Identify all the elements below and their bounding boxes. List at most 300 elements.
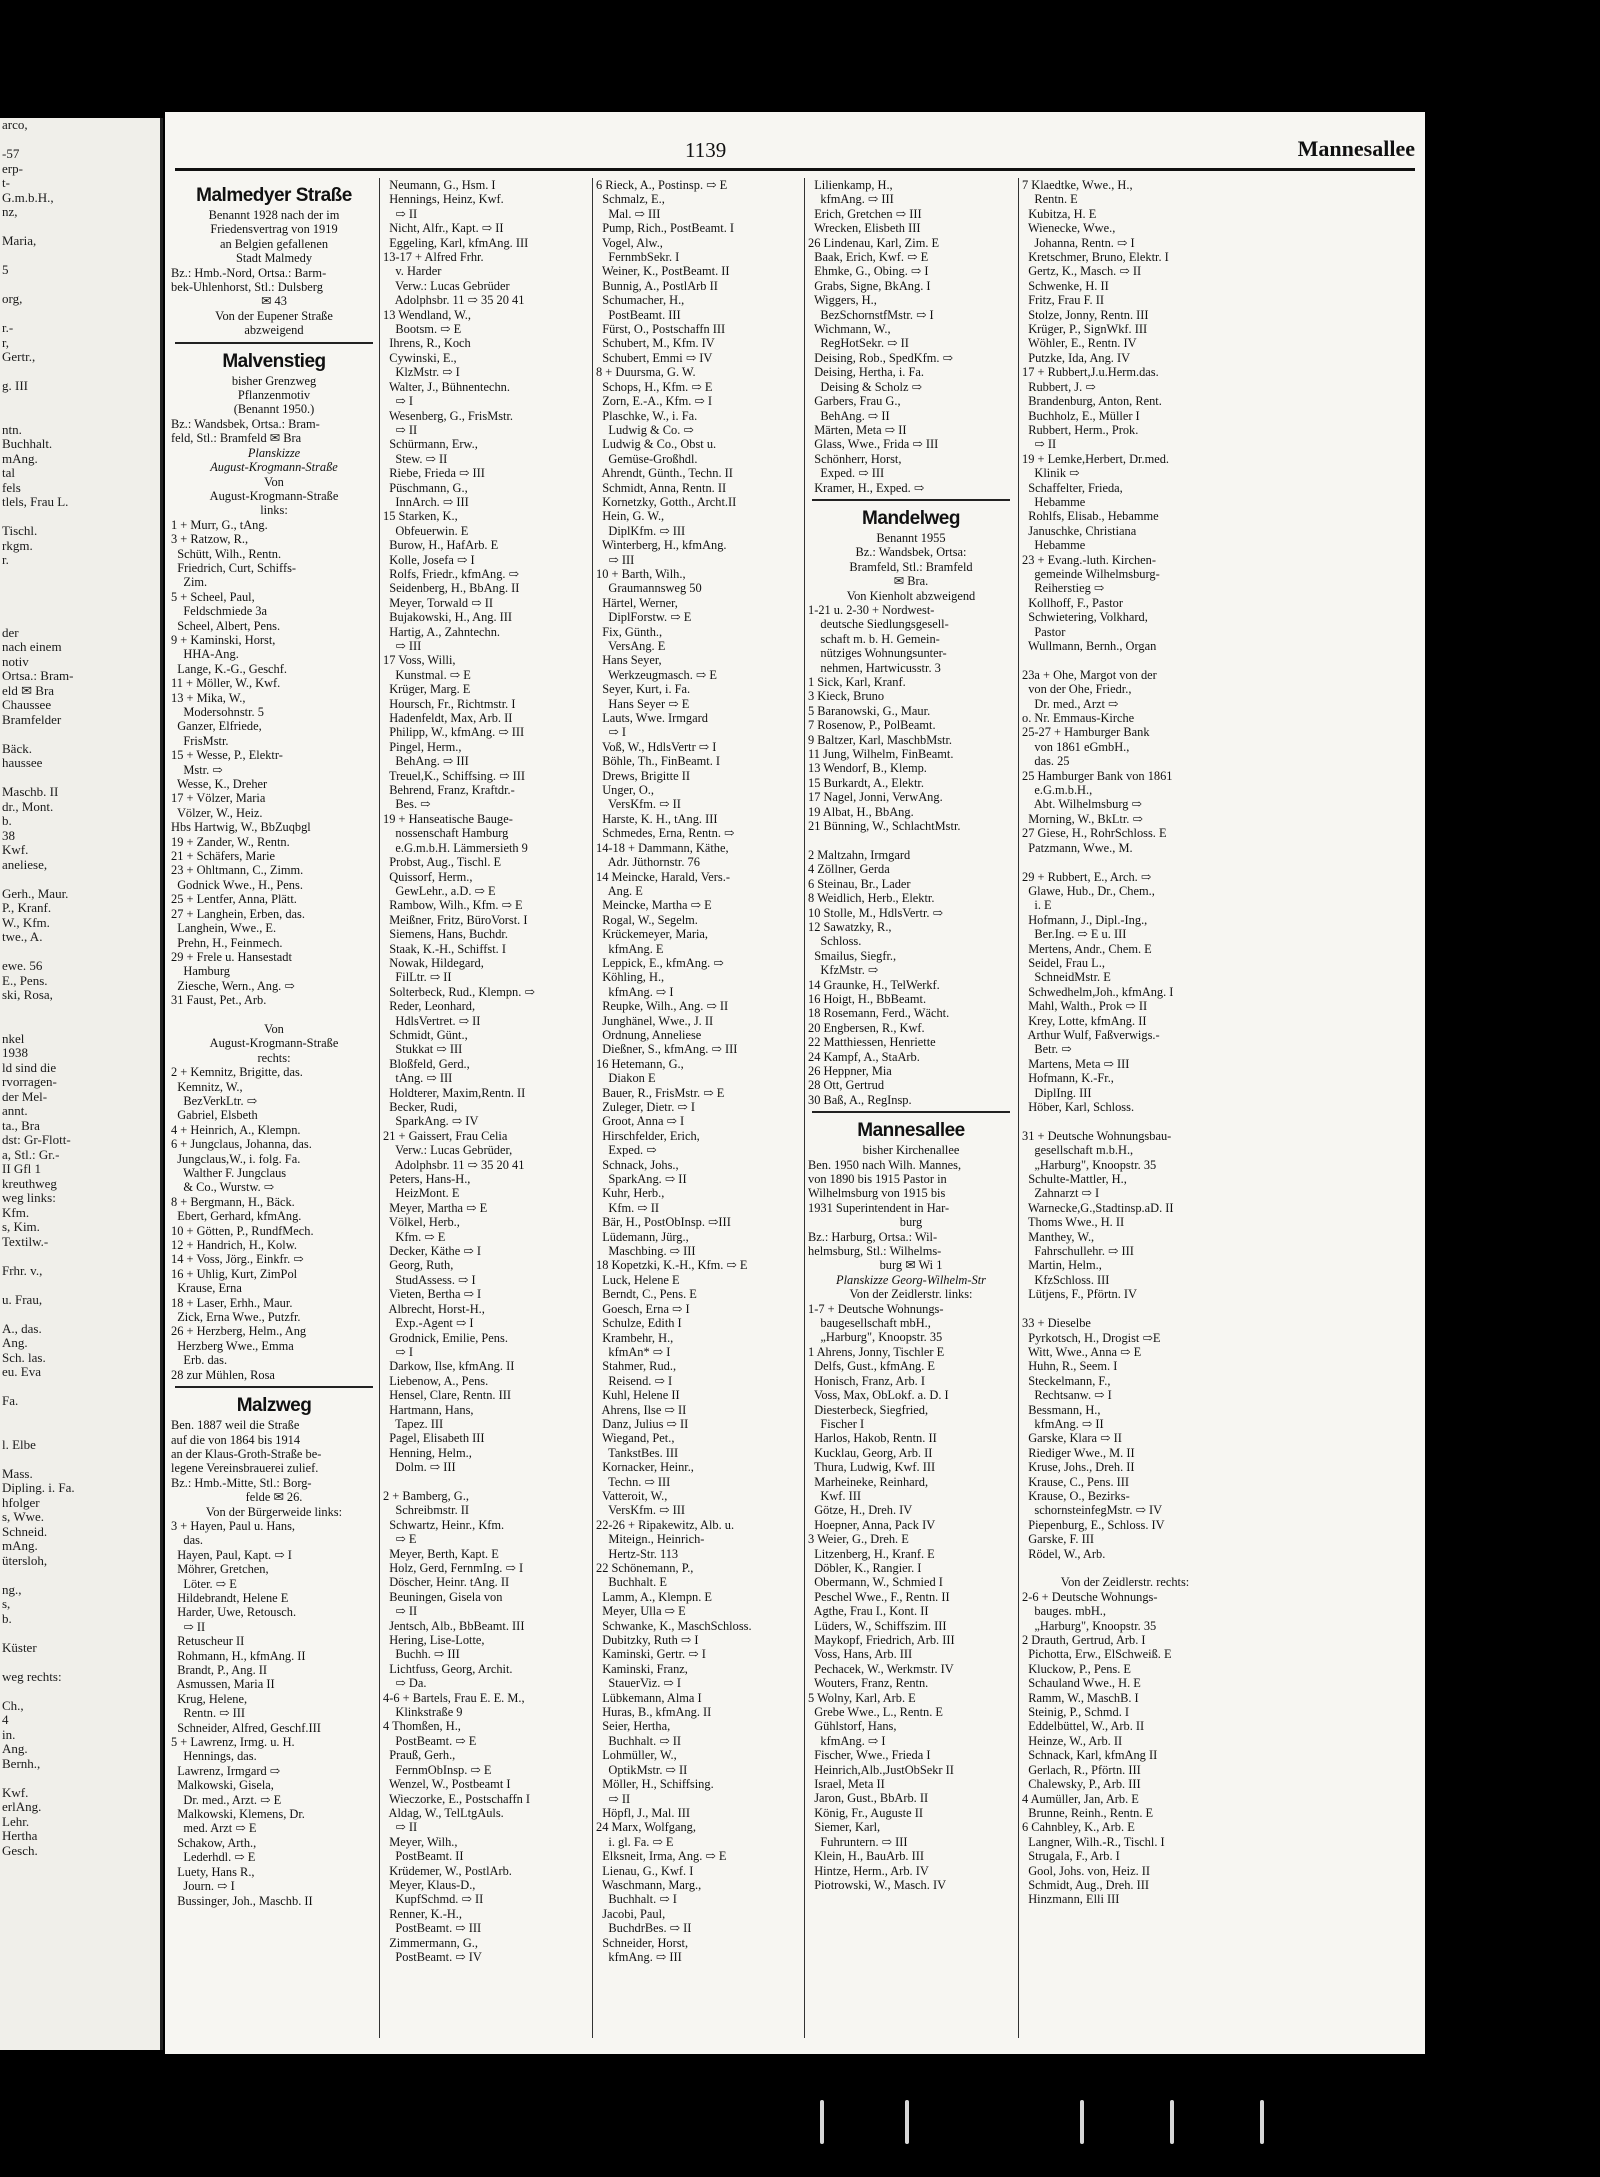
resident-entry: Lawrenz, Irmgard ⇨ — [171, 1763, 281, 1778]
street-note: Benannt 1928 nach der im — [208, 208, 340, 222]
resident-entry: Hans Seyer, — [596, 653, 662, 668]
left-page-line: II Gfl 1 — [2, 1161, 41, 1176]
resident-entry: Garske, Klara ⇨ II — [1022, 1431, 1122, 1446]
resident-entry: 13 + Mika, W., — [171, 690, 246, 705]
resident-entry: e.G.m.b.H., — [1022, 783, 1093, 798]
resident-entry: SchneidMstr. E — [1022, 970, 1111, 985]
resident-entry: ⇨ III — [596, 552, 635, 567]
resident-entry: 31 + Deutsche Wohnungsbau- — [1022, 1128, 1172, 1143]
resident-entry: Lüders, W., Schiffszim. III — [808, 1618, 947, 1633]
resident-entry: Gemüse-Großhdl. — [596, 451, 698, 466]
resident-entry: das. — [171, 1533, 204, 1548]
resident-entry: 19 + Hanseatische Bauge- — [383, 811, 513, 826]
resident-entry: 1 Sick, Karl, Kranf. — [808, 675, 906, 689]
left-page-line: s, Wwe. — [2, 1509, 45, 1524]
resident-entry: VersAng. E — [596, 639, 666, 653]
resident-entry: 1 Ahrens, Jonny, Tischler E — [808, 1344, 945, 1359]
resident-entry: Albrecht, Horst-H., — [383, 1301, 485, 1316]
spacer — [1022, 855, 1228, 869]
resident-entry: kfmAn* ⇨ I — [596, 1344, 671, 1359]
column-divider — [379, 178, 380, 2038]
resident-entry: Riediger Wwe., M. II — [1022, 1445, 1135, 1460]
resident-entry: 12 Sawatzky, R., — [808, 919, 892, 934]
left-page-line: 1938 — [2, 1045, 28, 1060]
resident-entry: Schmalz, E., — [596, 192, 665, 207]
resident-entry: Maschbing. ⇨ III — [596, 1244, 696, 1259]
resident-entry: Böhle, Th., FinBeamt. I — [596, 754, 721, 769]
resident-entry: Hans Seyer ⇨ E — [596, 696, 690, 711]
resident-entry: Chalewsky, P., Arb. III — [1022, 1777, 1141, 1792]
resident-entry: Friedrich, Curt, Schiffs- — [171, 560, 297, 575]
resident-entry: Lederhdl. ⇨ E — [171, 1850, 256, 1865]
street-note: August-Krogmann-Straße — [210, 460, 338, 475]
resident-entry: Kornacker, Heinr., — [596, 1460, 694, 1475]
resident-entry: Prehn, H., Feinmech. — [171, 935, 283, 950]
resident-entry: Hering, Lise-Lotte, — [383, 1633, 485, 1648]
resident-entry: Steinig, P., Schmd. I — [1022, 1705, 1130, 1720]
resident-entry: Dr. med., Arzt. ⇨ E — [171, 1792, 282, 1807]
resident-entry: Kolle, Josefa ⇨ I — [383, 552, 475, 567]
bottom-background — [0, 2054, 1600, 2177]
resident-entry: ⇨ II — [383, 206, 418, 221]
resident-entry: Nicht, Alfr., Kapt. ⇨ II — [383, 221, 504, 236]
resident-entry: Krüger, Marg. E — [383, 682, 471, 697]
resident-entry: nütziges Wohnungsunter- — [808, 646, 947, 661]
left-page-line — [0, 133, 160, 148]
left-page-line: t- — [2, 175, 10, 190]
resident-entry: Piotrowski, W., Masch. IV — [808, 1877, 947, 1892]
resident-entry: Meyer, Torwald ⇨ II — [383, 595, 493, 610]
resident-entry: DiplKfm. ⇨ III — [596, 523, 686, 538]
left-page-line — [0, 278, 160, 293]
resident-entry: 29 + Rubbert, E., Arch. ⇨ — [1022, 869, 1152, 884]
resident-entry: Kaminski, Franz, — [596, 1661, 688, 1676]
resident-entry: Gabriel, Elsbeth — [171, 1108, 258, 1123]
left-page-line: ntn. — [2, 421, 22, 437]
left-page-line: Küster — [2, 1639, 37, 1655]
resident-entry: Walther F. Jungclaus — [171, 1166, 287, 1180]
resident-entry: Meyer, Klaus-D., — [383, 1877, 476, 1892]
left-page-line: l. Elbe — [2, 1436, 36, 1452]
resident-entry: baugesellschaft mbH., — [808, 1316, 931, 1331]
left-page-line: nz, — [2, 204, 18, 219]
resident-entry: Henning, Helm., — [383, 1445, 472, 1460]
resident-entry: Krause, O., Bezirks- — [1022, 1488, 1130, 1503]
resident-entry: von 1890 bis 1915 Pastor in — [808, 1172, 947, 1186]
resident-entry: Krüdemer, W., PostlArb. — [383, 1863, 512, 1878]
left-page-line: twe., A. — [2, 929, 43, 944]
resident-entry: 21 + Schäfers, Marie — [171, 849, 276, 864]
resident-entry: Langner, Wilh.-R., Tischl. I — [1022, 1834, 1165, 1849]
resident-entry: Buchhalt. ⇨ II — [596, 1733, 682, 1748]
resident-entry: SparkAng. ⇨ IV — [383, 1114, 479, 1129]
resident-entry: Harste, K. H., tAng. III — [596, 811, 718, 826]
resident-entry: 14 Graunke, H., TelWerkf. — [808, 977, 940, 992]
resident-entry: Peters, Hans-H., — [383, 1172, 471, 1187]
resident-entry: Stahmer, Rud., — [596, 1359, 677, 1374]
resident-entry: 2 + Bamberg, G., — [383, 1488, 469, 1503]
left-page-line: Bäck. — [2, 740, 32, 756]
resident-entry: 24 Kampf, A., StaArb. — [808, 1049, 920, 1064]
resident-entry: 13-17 + Alfred Frhr. — [383, 250, 484, 265]
resident-entry: Jungclaus,W., i. folg. Fa. — [171, 1151, 301, 1166]
resident-entry: Meyer, Ulla ⇨ E — [596, 1604, 686, 1619]
resident-entry: Mertens, Andr., Chem. E — [1022, 941, 1152, 956]
resident-entry: Godnick Wwe., H., Pens. — [171, 877, 303, 892]
resident-entry: Lilienkamp, H., — [808, 178, 893, 192]
street-note: August-Krogmann-Straße — [209, 488, 339, 503]
resident-entry: Klinkstraße 9 — [383, 1705, 463, 1720]
resident-entry: Schwanke, K., MaschSchloss. — [596, 1618, 752, 1633]
resident-entry: 15 Burkardt, A., Elektr. — [808, 775, 924, 790]
resident-entry: Seyer, Kurt, i. Fa. — [596, 682, 691, 697]
resident-entry: Ben. 1950 nach Wilh. Mannes, — [808, 1157, 962, 1172]
resident-entry: Leppick, E., kfmAng. ⇨ — [596, 955, 724, 970]
resident-entry: Schreibmstr. II — [383, 1503, 470, 1518]
resident-entry: ⇨ II — [383, 422, 418, 437]
resident-entry: Lichtfuss, Georg, Archit. — [383, 1661, 513, 1676]
resident-entry: Schürmann, Erw., — [383, 437, 478, 452]
left-page-line: mAng. — [2, 450, 38, 466]
resident-entry: Diakon E — [596, 1071, 656, 1086]
resident-entry: 26 + Herzberg, Helm., Ang — [171, 1324, 307, 1339]
resident-entry: Plaschke, W., i. Fa. — [596, 408, 698, 423]
resident-entry: Hennings, Heinz, Kwf. — [383, 192, 504, 207]
left-page-line: Ch., — [2, 1697, 24, 1713]
resident-entry: Möhrer, Gretchen, — [171, 1562, 269, 1577]
resident-entry: Rechtsanw. ⇨ I — [1022, 1388, 1112, 1403]
resident-entry: Putzke, Ida, Ang. IV — [1022, 350, 1131, 365]
resident-entry: 18 Rosemann, Ferd., Wächt. — [808, 1006, 950, 1021]
resident-entry: 6 + Jungclaus, Johanna, das. — [171, 1137, 312, 1152]
resident-entry: Grebe Wwe., L., Rentn. E — [808, 1705, 943, 1720]
resident-entry: Fix, Günth., — [596, 624, 663, 639]
resident-entry: Völzer, W., Heiz. — [171, 805, 263, 820]
resident-entry: Zahnarzt ⇨ I — [1022, 1186, 1100, 1201]
resident-entry: Solterbeck, Rud., Klempn. ⇨ — [383, 984, 535, 999]
left-page-line — [0, 582, 160, 597]
resident-entry: Walter, J., Bühnentechn. — [383, 379, 510, 394]
left-page-line: haussee — [2, 755, 43, 770]
resident-entry: Fritz, Frau F. II — [1022, 293, 1104, 308]
resident-entry: Werkzeugmasch. ⇨ E — [596, 667, 717, 682]
resident-entry: Feldschmiede 3a — [171, 604, 268, 619]
resident-entry: FrisMstr. — [171, 733, 229, 748]
resident-entry: Zim. — [171, 575, 208, 590]
resident-entry: Seidel, Frau L., — [1022, 955, 1105, 970]
resident-entry: Hinzmann, Elli III — [1022, 1892, 1120, 1907]
resident-entry: Deising, Rob., SpedKfm. ⇨ — [808, 350, 953, 365]
resident-entry: Heinrich,Alb.,JustObSekr II — [808, 1762, 954, 1777]
resident-entry: Schnack, Karl, kfmAng II — [1022, 1748, 1158, 1763]
resident-entry: Rentn. ⇨ III — [171, 1706, 246, 1721]
resident-entry: Darkow, Ilse, kfmAng. II — [383, 1359, 515, 1374]
resident-entry: Krey, Lotte, kfmAng. II — [1022, 1013, 1147, 1028]
resident-entry: kfmAng. ⇨ II — [1022, 1416, 1104, 1431]
resident-entry: Diesterbeck, Siegfried, — [808, 1402, 929, 1417]
spacer — [808, 833, 1014, 847]
street-note: Von der Eupener Straße — [215, 308, 333, 323]
resident-entry: Brunne, Reinh., Rentn. E — [1022, 1805, 1154, 1820]
resident-entry: KfzMstr. ⇨ — [808, 963, 879, 978]
resident-entry: Zimmermann, G., — [383, 1935, 478, 1950]
resident-entry: Kramer, H., Exped. ⇨ — [808, 480, 925, 495]
resident-entry: Zick, Erna Wwe., Putzfr. — [171, 1310, 301, 1325]
resident-entry: Danz, Julius ⇨ II — [596, 1416, 689, 1431]
resident-entry: PostBeamt. ⇨ III — [383, 1921, 482, 1936]
left-page-line: Maschb. II — [2, 784, 59, 799]
resident-entry: 3 + Ratzow, R., — [171, 532, 249, 547]
left-page-line: u. Frau, — [2, 1291, 43, 1307]
resident-entry: Meincke, Martha ⇨ E — [596, 898, 712, 913]
resident-entry: Peschel Wwe., F., Rentn. II — [808, 1589, 950, 1604]
spacer — [1022, 1561, 1228, 1575]
left-page-line: rvorragen- — [2, 1074, 57, 1089]
resident-entry: 5 Baranowski, G., Maur. — [808, 703, 931, 718]
resident-entry: FilLtr. ⇨ II — [383, 970, 452, 985]
section-divider — [175, 1386, 373, 1388]
resident-entry: Baak, Erich, Kwf. ⇨ E — [808, 250, 929, 265]
resident-entry: Vatteroit, W., — [596, 1488, 668, 1503]
resident-entry: ⇨ II — [383, 1820, 418, 1835]
resident-entry: Buchh. ⇨ III — [383, 1647, 460, 1662]
resident-entry: 27 Giese, H., RohrSchloss. E — [1022, 826, 1167, 841]
resident-entry: Kwf. III — [808, 1488, 861, 1503]
resident-entry: Hebamme — [1022, 538, 1086, 553]
resident-entry: Malkowski, Klemens, Dr. — [171, 1807, 305, 1822]
resident-entry: Jaron, Gust., BbArb. II — [808, 1791, 929, 1806]
street-note: Von der Zeidlerstr. links: — [849, 1287, 973, 1302]
resident-entry: Malkowski, Gisela, — [171, 1778, 274, 1793]
left-page-line — [0, 872, 160, 887]
resident-entry: 9 + Kaminski, Horst, — [171, 632, 276, 647]
resident-entry: Wullmann, Bernh., Organ — [1022, 639, 1157, 653]
resident-entry: Decker, Käthe ⇨ I — [383, 1244, 481, 1259]
film-mark — [1170, 2100, 1174, 2144]
resident-entry: BehAng. ⇨ II — [808, 408, 890, 423]
resident-entry: 19 Albat, H., BbAng. — [808, 804, 914, 819]
resident-entry: Beuningen, Gisela von — [383, 1589, 503, 1604]
resident-entry: 13 Wendorf, B., Klemp. — [808, 761, 927, 776]
resident-entry: 16 Hetemann, G., — [596, 1056, 684, 1071]
left-page-line: G.m.b.H., — [2, 189, 54, 205]
section-divider — [812, 1111, 1010, 1113]
resident-entry: 27 + Langhein, Erben, das. — [171, 906, 305, 921]
resident-entry: Siemens, Hans, Buchdr. — [383, 927, 508, 942]
resident-entry: Meißner, Fritz, BüroVorst. I — [383, 912, 528, 927]
right-background — [1425, 0, 1600, 2177]
resident-entry: Strugala, F., Arb. I — [1022, 1849, 1120, 1864]
resident-entry: Rohmann, H., kfmAng. II — [171, 1648, 306, 1663]
resident-entry: 18 + Laser, Erhh., Maur. — [171, 1295, 293, 1310]
resident-entry: BuchdrBes. ⇨ II — [596, 1921, 692, 1936]
resident-entry: Schakow, Arth., — [171, 1835, 257, 1850]
resident-entry: Buchhalt. ⇨ I — [596, 1892, 677, 1907]
resident-entry: Schneider, Horst, — [596, 1935, 689, 1950]
resident-entry: nehmen, Hartwicusstr. 3 — [808, 660, 941, 675]
resident-entry: Gool, Johs. von, Heiz. II — [1022, 1863, 1151, 1878]
resident-entry: Bussinger, Joh., Maschb. II — [171, 1893, 313, 1908]
street-heading: Malmedyer Straße — [196, 185, 352, 206]
resident-entry: Obermann, W., Schmied I — [808, 1575, 943, 1590]
left-page-line: 38 — [2, 827, 15, 843]
left-page-line — [0, 945, 160, 960]
left-page-line: annt. — [2, 1103, 28, 1118]
resident-entry: Krause, C., Pens. III — [1022, 1474, 1130, 1489]
resident-entry: KupfSchmd. ⇨ II — [383, 1892, 484, 1907]
left-page-line: nkel — [2, 1030, 25, 1046]
resident-entry: Dubitzky, Ruth ⇨ I — [596, 1633, 699, 1648]
street-note: ✉ 43 — [261, 294, 287, 309]
left-page-line — [0, 597, 160, 612]
resident-entry: Krug, Helene, — [171, 1691, 248, 1706]
left-page-line: r.- — [2, 320, 14, 335]
directory-column — [596, 178, 802, 2038]
resident-entry: Martens, Meta ⇨ III — [1022, 1056, 1130, 1071]
resident-entry: Adolphsbr. 11 ⇨ 35 20 41 — [383, 1157, 525, 1172]
spacer — [1022, 1302, 1228, 1316]
street-note: Friedensvertrag von 1919 — [210, 222, 338, 237]
resident-entry: Exp.-Agent ⇨ I — [383, 1316, 474, 1331]
left-page-line: Dipling. i. Fa. — [2, 1480, 75, 1495]
left-page-line: ng., — [2, 1581, 22, 1597]
left-page-line: kreuthweg — [2, 1175, 57, 1191]
resident-entry: Bz.: Hmb.-Nord, Ortsa.: Barm- — [171, 265, 327, 280]
street-note: burg ✉ Wi 1 — [879, 1258, 943, 1273]
resident-entry: Riebe, Frieda ⇨ III — [383, 466, 485, 481]
resident-entry: Ziesche, Wern., Ang. ⇨ — [171, 978, 295, 993]
resident-entry: nossenschaft Hamburg — [383, 826, 509, 841]
resident-entry: 1-21 u. 2-30 + Nordwest- — [808, 602, 935, 617]
resident-entry: v. Harder — [383, 264, 442, 279]
resident-entry: Wenzel, W., Postbeamt I — [383, 1777, 511, 1792]
resident-entry: 17 + Völzer, Maria — [171, 791, 266, 806]
resident-entry: 25 + Lentfer, Anna, Plätt. — [171, 892, 297, 907]
resident-entry: Stukkat ⇨ III — [383, 1042, 463, 1057]
resident-entry: 3 Weier, G., Dreh. E — [808, 1532, 909, 1547]
resident-entry: Bootsm. ⇨ E — [383, 322, 462, 337]
resident-entry: Kuhr, Herb., — [596, 1186, 665, 1201]
left-page-line: Ang. — [2, 1741, 28, 1756]
resident-entry: Gerlach, R., Pförtn. III — [1022, 1762, 1141, 1777]
left-page-line — [0, 1249, 160, 1264]
column-divider — [1018, 178, 1019, 2038]
left-page-line: -57 — [2, 146, 20, 161]
resident-entry: Ebert, Gerhard, kfmAng. — [171, 1209, 302, 1224]
left-page-line: in. — [2, 1726, 16, 1742]
resident-entry: 23 + Ohltmann, C., Zimm. — [171, 863, 304, 878]
resident-entry: Reisend. ⇨ I — [596, 1373, 673, 1388]
resident-entry: Prauß, Gerh., — [383, 1748, 456, 1763]
resident-entry: Ordnung, Anneliese — [596, 1027, 702, 1042]
resident-entry: Adr. Jüthornstr. 76 — [596, 855, 700, 870]
resident-entry: Rentn. E — [1022, 192, 1078, 207]
left-page-line: erp- — [2, 160, 23, 176]
resident-entry: Ehmke, G., Obing. ⇨ I — [808, 264, 929, 279]
resident-entry: Reiherstieg ⇨ — [1022, 581, 1105, 596]
resident-entry: Huhn, R., Seem. I — [1022, 1359, 1118, 1374]
resident-entry: 22-26 + Ripakewitz, Alb. u. — [596, 1517, 735, 1532]
resident-entry: Erich, Gretchen ⇨ III — [808, 206, 922, 221]
resident-entry: Deising, Hertha, i. Fa. — [808, 365, 924, 380]
resident-entry: 21 Bünning, W., SchlachtMstr. — [808, 819, 961, 834]
resident-entry: Hebamme — [1022, 494, 1086, 509]
left-page-line — [0, 394, 160, 409]
resident-entry: Delfs, Gust., kfmAng. E — [808, 1359, 935, 1374]
resident-entry: Kaminski, Gertr. ⇨ I — [596, 1647, 706, 1662]
resident-entry: Witt, Wwe., Anna ⇨ E — [1022, 1344, 1142, 1359]
directory-column — [383, 178, 589, 2038]
resident-entry: Erb. das. — [171, 1353, 228, 1368]
resident-entry: Ludwig & Co., Obst u. — [596, 437, 717, 452]
resident-entry: ⇨ I — [383, 1344, 413, 1359]
resident-entry: Verw.: Lucas Gebrüder — [383, 278, 510, 293]
left-page-line — [0, 727, 160, 742]
resident-entry: 2 Maltzahn, Irmgard — [808, 847, 911, 862]
resident-entry: Schaffelter, Frieda, — [1022, 480, 1123, 495]
left-page-line: Gesch. — [2, 1842, 38, 1858]
resident-entry: Löter. ⇨ E — [171, 1576, 237, 1591]
resident-entry: helmsburg, Stl.: Wilhelms- — [808, 1244, 942, 1259]
resident-entry: Heinze, W., Arb. II — [1022, 1733, 1123, 1748]
resident-entry: Schulze, Edith I — [596, 1316, 682, 1331]
resident-entry: 10 Stolle, M., HdlsVertr. ⇨ — [808, 905, 943, 920]
resident-entry: 14 Meincke, Harald, Vers.- — [596, 869, 730, 884]
street-note: Von — [264, 1021, 284, 1036]
left-page-line: Frhr. v., — [2, 1262, 43, 1278]
resident-entry: Schönherr, Horst, — [808, 451, 902, 466]
resident-entry: Ben. 1887 weil die Straße — [171, 1418, 300, 1433]
street-heading: Malzweg — [236, 1395, 312, 1417]
directory-column — [808, 178, 1014, 2038]
resident-entry: Wiegand, Pet., — [596, 1431, 675, 1446]
resident-entry: 24 Marx, Wolfgang, — [596, 1820, 696, 1835]
resident-entry: Wrecken, Elisbeth III — [808, 221, 921, 236]
directory-page — [165, 112, 1425, 2054]
resident-entry: SparkAng. ⇨ II — [596, 1172, 687, 1187]
left-page-line: hfolger — [2, 1494, 40, 1510]
left-page-line: Chaussee — [2, 697, 52, 712]
resident-entry: Holz, Gerd, FernmIng. ⇨ I — [383, 1561, 524, 1575]
resident-entry: 9 Baltzer, Karl, MaschbMstr. — [808, 732, 953, 747]
resident-entry: 11 Jung, Wilhelm, FinBeamt. — [808, 747, 954, 762]
resident-entry: Rambow, Wilh., Kfm. ⇨ E — [383, 898, 523, 913]
resident-entry: von 1861 eGmbH., — [1022, 739, 1130, 754]
resident-entry: Morning, W., BkLtr. ⇨ — [1022, 811, 1143, 826]
spacer — [1022, 653, 1228, 667]
resident-entry: Wesenberg, G., FrisMstr. — [383, 408, 514, 423]
left-page-line: a, Stl.: Gr.- — [2, 1146, 60, 1162]
left-page-line: Maria, — [2, 233, 37, 248]
resident-entry: 18 Kopetzki, K.-H., Kfm. ⇨ E — [596, 1258, 748, 1273]
resident-entry: OptikMstr. ⇨ II — [596, 1762, 688, 1777]
resident-entry: Kucklau, Georg, Arb. II — [808, 1445, 933, 1460]
resident-entry: 30 Baß, A., RegInsp. — [808, 1092, 912, 1107]
left-page-line — [0, 1568, 160, 1583]
left-page-line: A., das. — [2, 1320, 42, 1336]
resident-entry: Langhein, Wwe., E. — [171, 921, 277, 936]
left-page-edge — [0, 118, 163, 2050]
resident-entry: Zuleger, Dietr. ⇨ I — [596, 1100, 695, 1114]
resident-entry: Bes. ⇨ — [383, 797, 431, 812]
left-page-line: r, — [2, 334, 10, 350]
left-page-line: ütersloh, — [2, 1552, 48, 1568]
street-note: Pflanzenmotiv — [237, 388, 311, 403]
resident-entry: Adolphsbr. 11 ⇨ 35 20 41 — [383, 293, 525, 308]
street-note: Benannt 1955 — [876, 530, 946, 545]
resident-entry: 2 + Kemnitz, Brigitte, das. — [171, 1065, 303, 1080]
resident-entry: 5 + Lawrenz, Irmg. u. H. — [171, 1735, 295, 1750]
